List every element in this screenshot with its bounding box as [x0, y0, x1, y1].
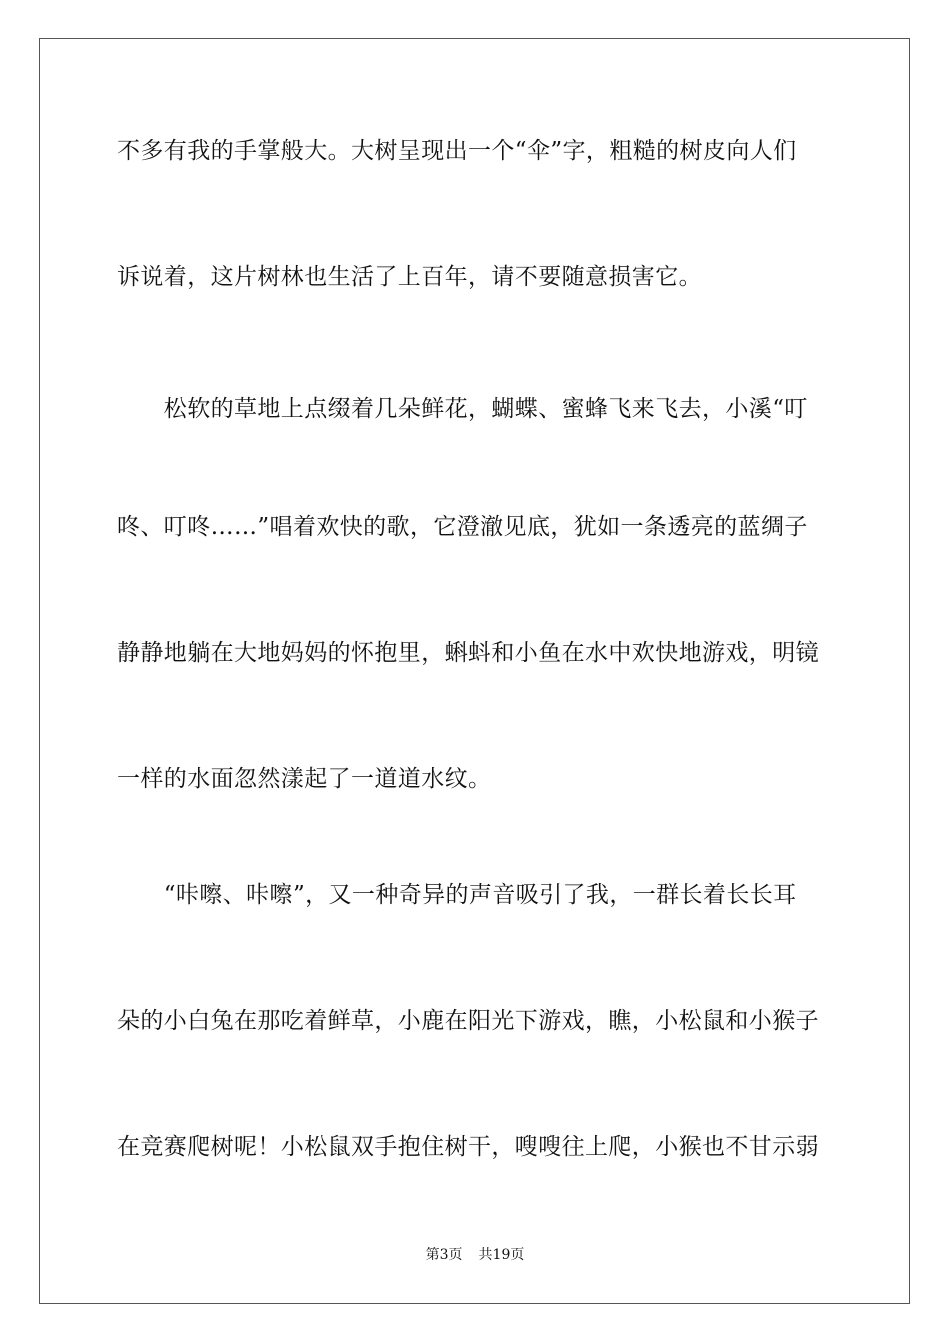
page-border	[39, 38, 910, 1304]
text-line: “咔嚓、咔嚓”，又一种奇异的声音吸引了我，一群长着长长耳	[117, 882, 797, 908]
text-line: 静静地躺在大地妈妈的怀抱里，蝌蚪和小鱼在水中欢快地游戏，明镜	[117, 640, 819, 666]
text-line: 不多有我的手掌般大。大树呈现出一个“伞”字，粗糙的树皮向人们	[117, 138, 797, 164]
page-number: 第3页	[425, 1247, 463, 1263]
page-total: 共19页	[478, 1247, 525, 1263]
text-line: 朵的小白兔在那吃着鲜草，小鹿在阳光下游戏，瞧，小松鼠和小猴子	[117, 1008, 819, 1034]
text-line: 一样的水面忽然漾起了一道道水纹。	[117, 766, 492, 792]
text-line: 在竞赛爬树呢！小松鼠双手抱住树干，嗖嗖往上爬，小猴也不甘示弱	[117, 1134, 819, 1160]
text-line: 松软的草地上点缀着几朵鲜花，蝴蝶、蜜蜂飞来飞去，小溪“叮	[117, 396, 808, 422]
text-line: 诉说着，这片树林也生活了上百年，请不要随意损害它。	[117, 264, 702, 290]
page-footer	[0, 1245, 950, 1265]
text-line: 咚、叮咚……”唱着欢快的歌，它澄澈见底，犹如一条透亮的蓝绸子	[117, 514, 808, 540]
